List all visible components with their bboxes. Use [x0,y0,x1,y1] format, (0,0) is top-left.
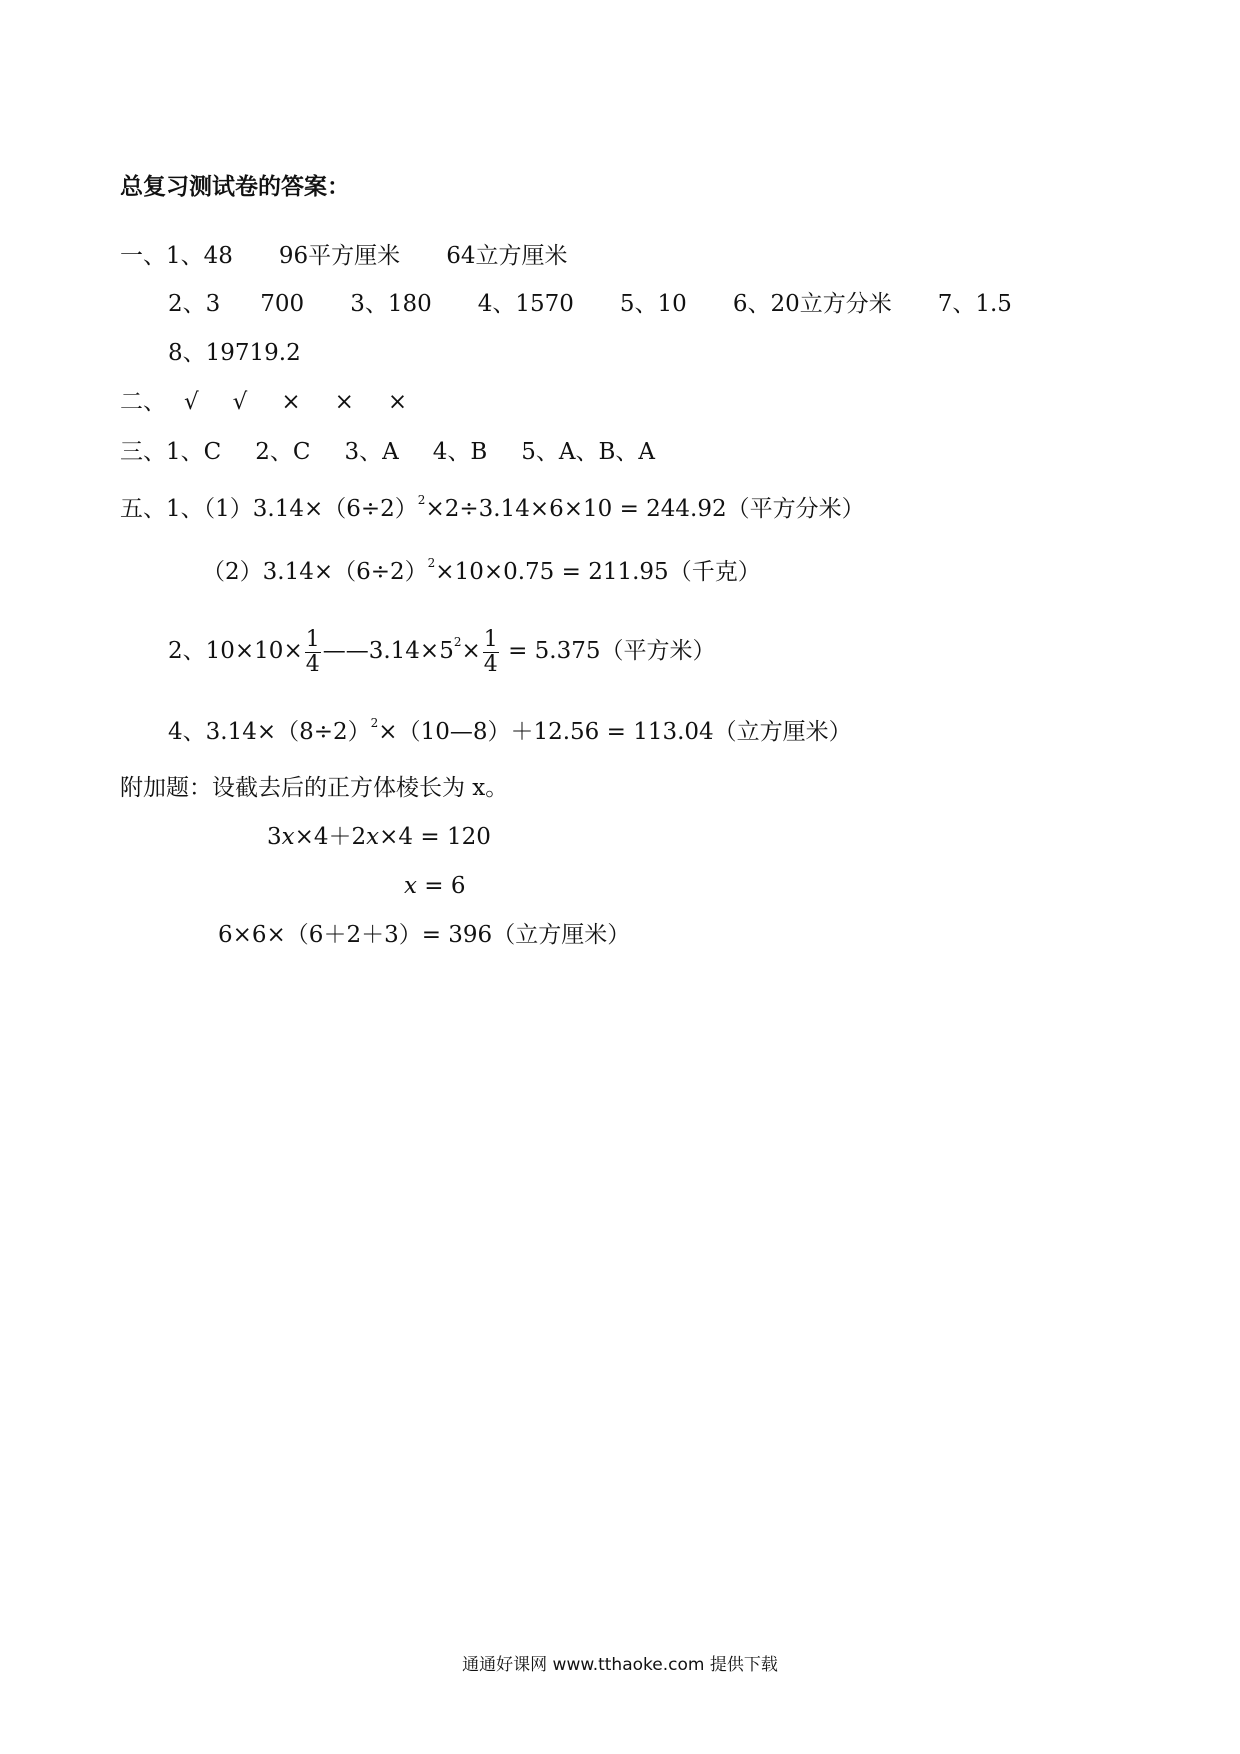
variable-x: x [404,873,417,899]
q1b-suffix: ×10×0.75 = 211.95（千克） [435,559,761,585]
answer-1-2: 2、3 [168,291,221,317]
q4-prefix: 4、3.14×（8÷2） [168,719,371,745]
page-title: 总复习测试卷的答案： [120,174,350,200]
section-2-row [120,387,407,417]
mark-5: × [387,389,408,415]
fraction-numerator: 1 [483,626,498,652]
answer-1-2b: 700 [260,291,305,317]
fraction-denominator: 4 [483,651,498,677]
bonus-equation-1 [267,822,491,852]
mark-1: √ [184,389,199,415]
fraction-denominator: 4 [305,651,320,677]
answer-1-6: 6、20立方分米 [732,291,892,317]
answer-1-1b: 96平方厘米 [278,243,401,269]
q1a-prefix: 1、（1）3.14×（6÷2） [166,496,418,522]
fraction-one-quarter [305,628,321,677]
section-5-q2 [168,623,716,679]
section-5-q1b [202,557,761,587]
fraction-numerator: 1 [305,626,320,652]
section-3-row [120,437,655,467]
mark-4: × [334,389,354,415]
q4-suffix: ×（10—8）＋12.56 = 113.04（立方厘米） [378,719,852,745]
section-1-row-3 [168,338,301,368]
q1b-exponent: 2 [427,556,436,570]
bonus-equation-3: 6×6×（6＋2＋3）= 396（立方厘米） [218,922,631,948]
section-5-label: 五、 [120,496,166,522]
section-1-row-2 [168,289,1012,319]
answer-1-8: 8、19719.2 [168,340,301,366]
q1b-prefix: （2）3.14×（6÷2） [202,559,428,585]
q2-prefix: 2、10×10× [168,638,303,664]
answer-1-7: 7、1.5 [937,291,1012,317]
section-5-q4 [168,717,852,747]
answer-1-4: 4、1570 [477,291,574,317]
variable-x: x [281,824,295,850]
bonus-heading: 附加题：设截去后的正方体棱长为 x。 [120,775,509,801]
section-3-label: 三、 [120,439,166,465]
variable-x: x [366,824,380,850]
mark-3: × [281,389,301,415]
eq1-part: ×4＋2 [294,824,367,850]
answer-3-4: 4、B [432,439,488,465]
section-5-q1a [120,494,865,524]
q2-suffix: = 5.375（平方米） [500,638,716,664]
eq2-part: = 6 [416,873,466,899]
mark-2: √ [232,389,248,415]
answer-1-1: 1、48 [166,243,233,269]
answer-1-5: 5、10 [619,291,687,317]
eq1-part: ×4 = 120 [379,824,491,850]
q1a-exponent: 2 [417,493,426,507]
answer-3-5: 5、A、B、A [521,439,656,465]
q2-mid: ——3.14×5 [322,638,454,664]
fraction-one-quarter-2 [483,628,499,677]
section-1-row-1 [120,241,567,271]
q1a-suffix: ×2÷3.14×6×10 = 244.92（平方分米） [425,496,865,522]
section-1-label: 一、 [120,243,166,269]
footer-credit: 通通好课网 www.tthaoke.com 提供下载 [462,1655,778,1675]
q2-times: × [461,638,481,664]
section-2-label: 二、 [120,389,166,415]
answer-3-3: 3、A [344,439,399,465]
answer-3-1: 1、C [166,439,222,465]
answer-3-2: 2、C [255,439,311,465]
eq1-part: 3 [267,824,282,850]
answer-1-3: 3、180 [350,291,432,317]
q2-exponent: 2 [453,635,462,649]
bonus-equation-2 [404,871,466,901]
answer-1-1c: 64立方厘米 [446,243,568,269]
q4-exponent: 2 [370,716,379,730]
